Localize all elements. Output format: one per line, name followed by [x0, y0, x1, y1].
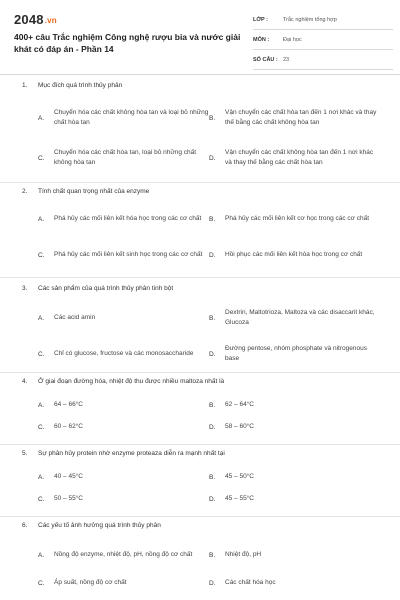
logo-suffix: .vn: [44, 16, 57, 25]
option-d[interactable]: D. 58 – 60°C: [209, 423, 254, 431]
site-logo[interactable]: [14, 12, 57, 27]
option-b[interactable]: B. Dextrin, Maltotrioza, Maltoza và các disaccarit khác, Glucoza: [209, 309, 375, 326]
question-text: 6. Các yếu tố ảnh hưởng quá trình thủy phân: [22, 522, 161, 529]
option-c[interactable]: C. Áp suất, nồng độ cơ chất: [38, 579, 127, 587]
question-divider: [0, 372, 400, 373]
meta-info: [253, 10, 393, 70]
question-divider: [0, 516, 400, 517]
option-c[interactable]: C. Phá hủy các mối liên kết sinh học trong các cơ chất: [38, 251, 203, 259]
question-divider: [0, 182, 400, 183]
meta-value: 23: [283, 56, 290, 63]
option-d[interactable]: D. 45 – 55°C: [209, 495, 254, 503]
question-text: 5. Sự phân hủy protein nhờ enzyme proteaza diễn ra mạnh nhất tại: [22, 450, 225, 457]
page-header: [0, 0, 400, 74]
meta-key: MÔN :: [253, 36, 270, 43]
question-text: 3. Các sản phẩm của quá trình thủy phân tinh bột: [22, 285, 174, 292]
question-divider: [0, 277, 400, 278]
page-title: 400+ câu Trắc nghiệm Công nghệ rượu bia và nước giải khát có đáp án - Phần 14: [14, 32, 241, 54]
meta-value: Trắc nghiệm tổng hợp: [283, 16, 337, 23]
option-b[interactable]: B. Phá hủy các mối liên kết cơ học trong các cơ chất: [209, 215, 370, 223]
option-c[interactable]: C. 50 – 55°C: [38, 495, 83, 503]
option-a[interactable]: A. Nồng độ enzyme, nhiệt độ, pH, nồng độ cơ chất: [38, 551, 193, 559]
option-b[interactable]: B. 62 – 64°C: [209, 401, 254, 409]
option-d[interactable]: D. Vận chuyển các chất không hòa tan đến 1 nơi khác và thay thế bằng các chất hòa tan: [209, 149, 374, 166]
question-text: 2. Tính chất quan trọng nhất của enzyme: [22, 188, 150, 195]
option-a[interactable]: A. Chuyển hóa các chất không hòa tan và loại bỏ những chất hòa tan: [38, 109, 209, 126]
option-c[interactable]: C. 60 – 62°C: [38, 423, 83, 431]
option-b[interactable]: B. 45 – 50°C: [209, 473, 254, 481]
option-a[interactable]: A. 64 – 66°C: [38, 401, 83, 409]
question-text: 1. Mục đích quá trình thủy phân: [22, 82, 123, 89]
question-text: 4. Ở giai đoạn đường hóa, nhiệt độ thu được nhiều maltoza nhất là: [22, 378, 225, 385]
header-divider: [0, 74, 400, 75]
option-c[interactable]: C. Chỉ có glucose, fructose và các monosaccharide: [38, 350, 194, 358]
meta-value: Đại học: [283, 36, 302, 43]
option-a[interactable]: A. Phá hủy các mối liên kết hóa học trong các cơ chất: [38, 215, 202, 223]
meta-key: SỐ CÂU :: [253, 56, 278, 63]
option-b[interactable]: B. Vận chuyển các chất hòa tan đến 1 nơi khác và thay thế bằng các chất không hòa tan: [209, 109, 377, 126]
option-c[interactable]: C. Chuyển hóa các chất hòa tan, loại bỏ những chất không hòa tan: [38, 149, 197, 166]
meta-row-count: [253, 50, 393, 70]
option-d[interactable]: D. Hồi phục các mối liên kết hóa học trong cơ chất: [209, 251, 363, 259]
meta-row-class: [253, 10, 393, 30]
question-divider: [0, 444, 400, 445]
meta-row-subject: [253, 30, 393, 50]
logo-text: 2048: [14, 12, 44, 27]
meta-key: LỚP :: [253, 16, 268, 23]
option-d[interactable]: D. Đường pentose, nhóm phosphate và nitrogenous base: [209, 345, 367, 362]
option-d[interactable]: D. Các chất hóa học: [209, 579, 276, 587]
option-a[interactable]: A. 40 – 45°C: [38, 473, 83, 481]
option-a[interactable]: A. Các acid amin: [38, 314, 96, 322]
option-b[interactable]: B. Nhiệt độ, pH: [209, 551, 262, 559]
